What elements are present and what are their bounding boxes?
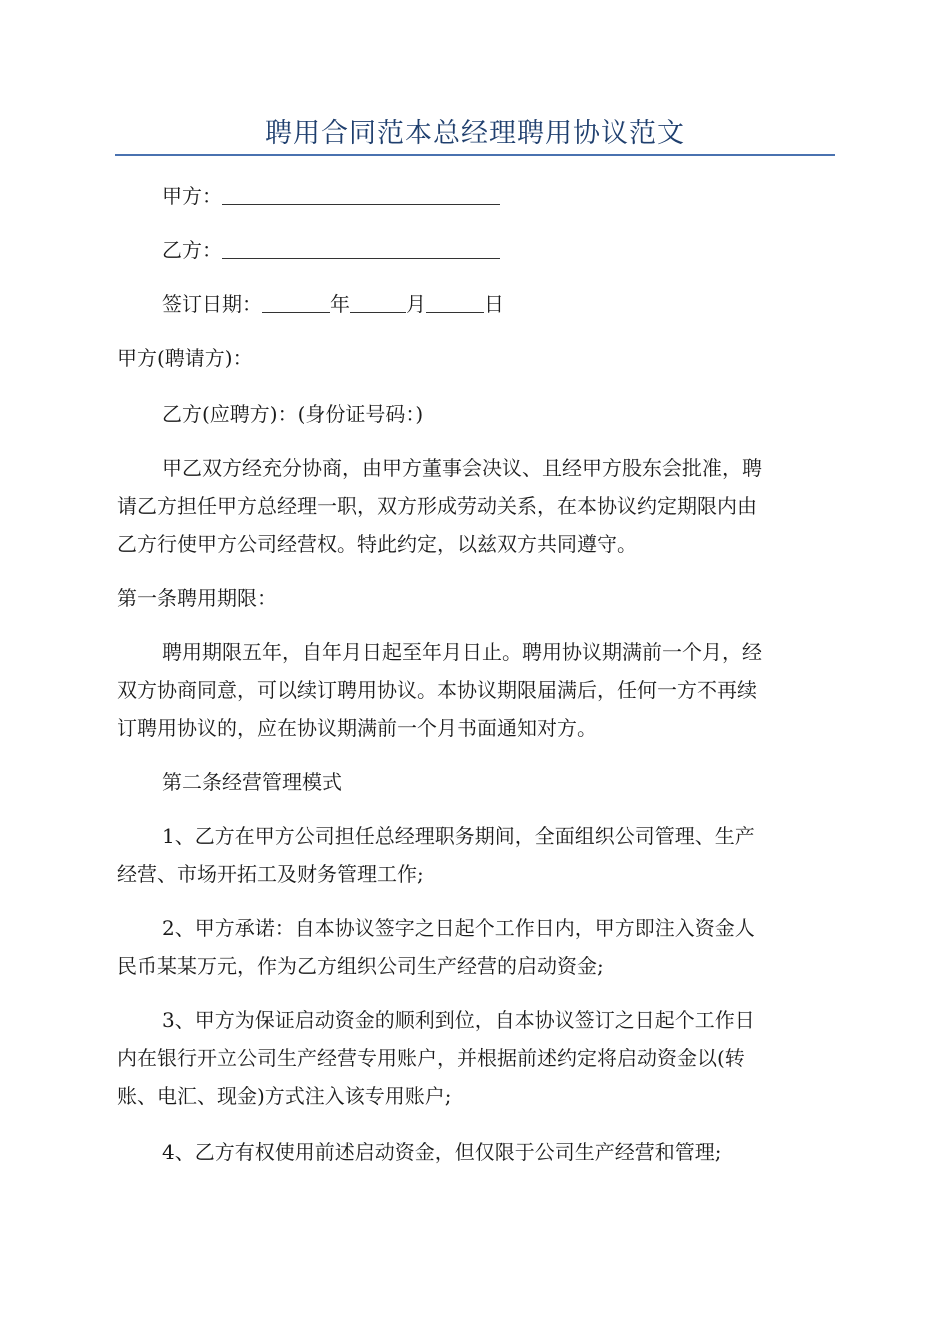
article-2-item-3-line-2: 内在银行开立公司生产经营专用账户，并根据前述约定将启动资金以(转 bbox=[117, 1046, 745, 1070]
article-2-heading: 第二条经营管理模式 bbox=[162, 770, 342, 794]
intro-line-3: 乙方行使甲方公司经营权。特此约定，以兹双方共同遵守。 bbox=[117, 532, 637, 556]
document-title: 聘用合同范本总经理聘用协议范文 bbox=[265, 118, 685, 149]
article-1-line-2: 双方协商同意，可以续订聘用协议。本协议期限届满后，任何一方不再续 bbox=[117, 678, 757, 702]
party-a-signature-line bbox=[162, 178, 882, 215]
article-1-line-3: 订聘用协议的，应在协议期满前一个月书面通知对方。 bbox=[117, 716, 597, 740]
month-blank bbox=[350, 311, 406, 313]
year-blank bbox=[262, 311, 330, 313]
title-underline bbox=[115, 154, 835, 156]
party-a-heading: 甲方(聘请方)： bbox=[117, 346, 253, 370]
article-2-item-2-line-1: 2、甲方承诺：自本协议签字之日起个工作日内，甲方即注入资金人 bbox=[162, 916, 755, 940]
year-label: 年 bbox=[330, 292, 350, 316]
party-a-blank bbox=[222, 203, 500, 205]
date-label: 签订日期： bbox=[162, 292, 262, 316]
month-label: 月 bbox=[406, 292, 426, 316]
article-2-item-1-line-1: 1、乙方在甲方公司担任总经理职务期间，全面组织公司管理、生产 bbox=[162, 824, 755, 848]
article-2-item-2-line-2: 民币某某万元，作为乙方组织公司生产经营的启动资金; bbox=[117, 954, 604, 978]
article-2-item-3-line-3: 账、电汇、现金)方式注入该专用账户; bbox=[117, 1084, 452, 1108]
article-2-item-3-line-1: 3、甲方为保证启动资金的顺利到位，自本协议签订之日起个工作日 bbox=[162, 1008, 755, 1032]
day-label: 日 bbox=[484, 292, 504, 316]
party-b-label: 乙方： bbox=[162, 238, 222, 262]
party-b-blank bbox=[222, 257, 500, 259]
party-b-signature-line bbox=[162, 232, 882, 269]
party-b-heading: 乙方(应聘方)：(身份证号码：) bbox=[162, 402, 424, 426]
day-blank bbox=[426, 311, 484, 313]
intro-line-2: 请乙方担任甲方总经理一职，双方形成劳动关系，在本协议约定期限内由 bbox=[117, 494, 757, 518]
intro-line-1: 甲乙双方经充分协商，由甲方董事会决议、且经甲方股东会批准，聘 bbox=[162, 456, 762, 480]
article-1-line-1: 聘用期限五年，自年月日起至年月日止。聘用协议期满前一个月，经 bbox=[162, 640, 762, 664]
article-2-item-4-line-1: 4、乙方有权使用前述启动资金，但仅限于公司生产经营和管理; bbox=[162, 1140, 722, 1164]
article-2-item-1-line-2: 经营、市场开拓工及财务管理工作; bbox=[117, 862, 424, 886]
party-a-label: 甲方： bbox=[162, 184, 222, 208]
signing-date-line bbox=[162, 286, 882, 323]
article-1-heading: 第一条聘用期限： bbox=[117, 586, 277, 610]
